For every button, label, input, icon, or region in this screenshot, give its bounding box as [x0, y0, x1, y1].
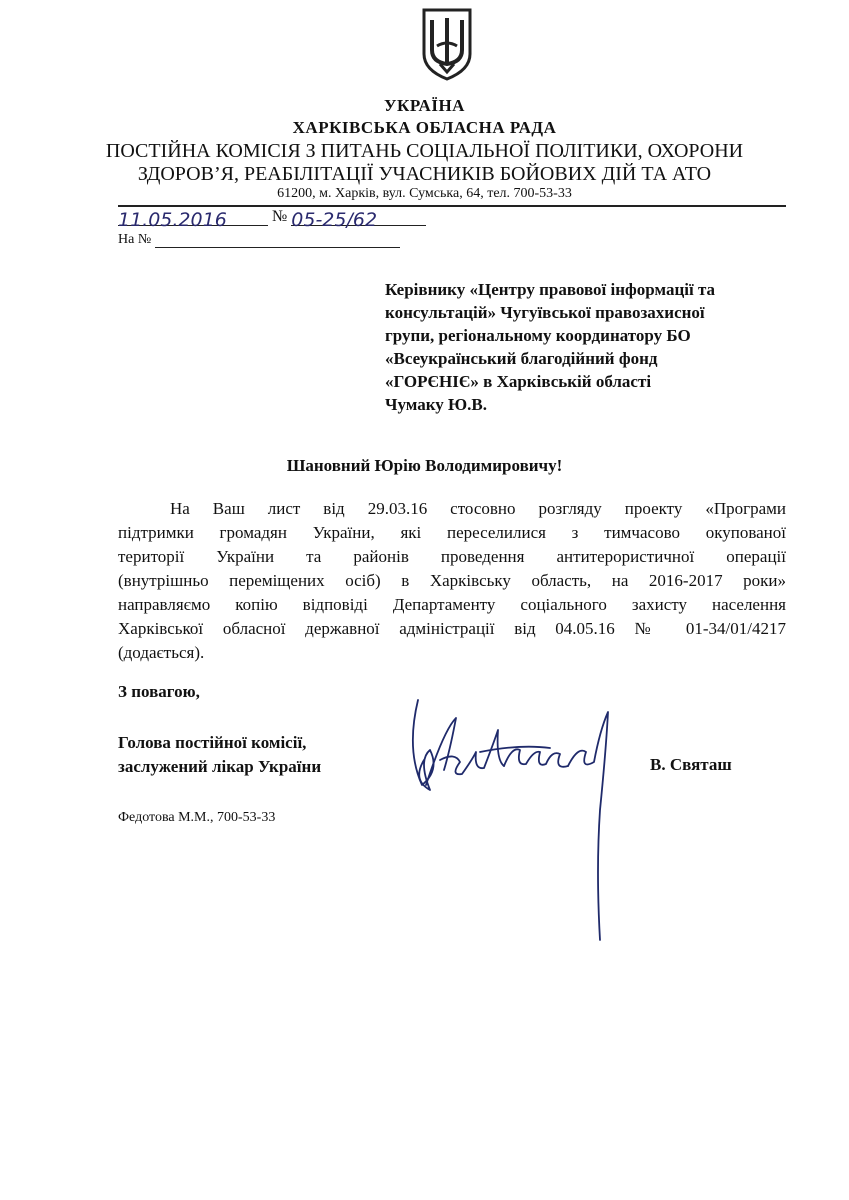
- outgoing-reference: [118, 208, 426, 231]
- body-line: На Ваш лист від 29.03.16 стосовно розгляду проекту «Програми: [170, 499, 786, 518]
- salutation: Шановний Юрію Володимировичу!: [286, 456, 563, 475]
- outgoing-date-field: [118, 209, 268, 231]
- committee-title-line-1: ПОСТІЙНА КОМІСІЯ З ПИТАНЬ СОЦІАЛЬНОЇ ПОЛІТИКИ, ОХОРОНИ: [105, 140, 744, 162]
- recipient-line: Керівнику «Центру правової інформації та: [385, 280, 715, 299]
- outgoing-number-field: [291, 209, 426, 231]
- recipient-line: «ГОРЄНІЄ» в Харківській області: [385, 372, 652, 391]
- outgoing-number: 05-25/62: [291, 209, 378, 231]
- country-title: УКРАЇНА: [384, 96, 465, 115]
- body-line: підтримки громадян України, які переселилися з тимчасово окупованої: [118, 523, 786, 542]
- recipient-line: групи, регіональному координатору БО: [385, 326, 691, 345]
- body-line: території України та районів проведення антитерористичної операції: [118, 547, 786, 566]
- signer-position-line-1: Голова постійної комісії,: [118, 733, 307, 752]
- header-divider: [118, 205, 786, 207]
- committee-title-line-2: ЗДОРОВ’Я, РЕАБІЛІТАЦІЇ УЧАСНИКІВ БОЙОВИХ ДІЙ ТА АТО: [137, 163, 712, 185]
- handwritten-signature: [400, 690, 640, 950]
- recipient-line: «Всеукраїнський благодійний фонд: [385, 349, 658, 368]
- incoming-reference: [118, 232, 400, 248]
- body-line: направляємо копію відповіді Департаменту соціального захисту населення: [118, 595, 786, 614]
- outgoing-number-label: №: [272, 208, 288, 225]
- outgoing-date: 11.05.2016: [118, 209, 227, 231]
- body-line: (внутрішньо переміщених осіб) в Харківську область, на 2016-2017 роки»: [118, 571, 786, 590]
- signer-position: [118, 731, 321, 779]
- body-line: Харківської обласної державної адміністрації від 04.05.16 № 01-34/01/4217: [118, 619, 786, 638]
- office-address: 61200, м. Харків, вул. Сумська, 64, тел. 700-53-33: [277, 186, 572, 201]
- council-title: ХАРКІВСЬКА ОБЛАСНА РАДА: [292, 118, 557, 137]
- executor-contact: Федотова М.М., 700-53-33: [118, 810, 276, 825]
- signer-name: В. Святаш: [650, 755, 732, 774]
- recipient-block: [385, 278, 805, 416]
- body-line: (додається).: [118, 643, 205, 662]
- closing-regards: З повагою,: [118, 682, 200, 701]
- incoming-label: На №: [118, 232, 152, 247]
- signer-position-line-2: заслужений лікар України: [118, 757, 322, 776]
- incoming-blank-line: [155, 235, 400, 248]
- letter-body: [118, 497, 786, 665]
- trident-coat-of-arms-icon: [418, 6, 476, 82]
- recipient-line: консультацій» Чугуївської правозахисної: [385, 303, 705, 322]
- recipient-line: Чумаку Ю.В.: [385, 395, 487, 414]
